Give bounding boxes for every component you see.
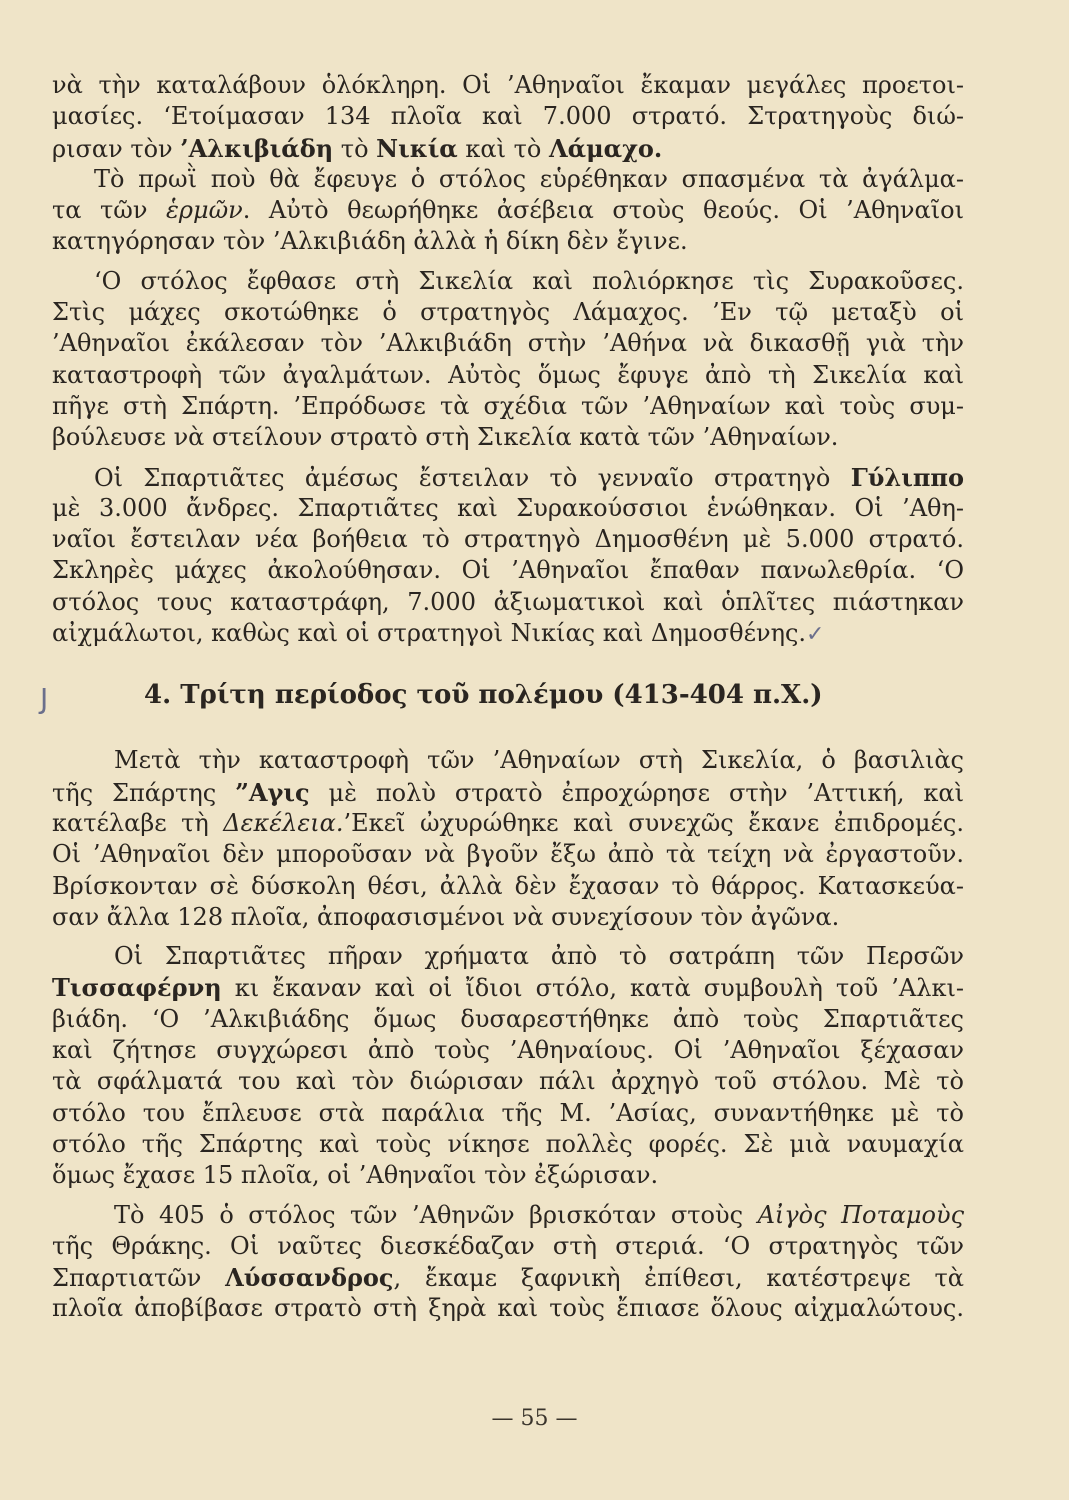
text-line: τῆς Σπάρτης ”Αγις μὲ πολὺ στρατὸ ἐπροχώρησε στὴν ’Αττική, καὶ: [52, 777, 965, 807]
text-line: πλοῖα ἀποβίβασε στρατὸ στὴ ξηρὰ καὶ τοὺς ἔπιασε ὅλους αἰχμαλώτους.: [52, 1294, 964, 1323]
place-decelea: Δεκέλεια.: [223, 808, 344, 837]
text-line: κατηγόρησαν τὸν ’Αλκιβιάδη ἀλλὰ ἡ δίκη δὲν ἔγινε.: [52, 227, 688, 256]
text-line: τὰ σφάλματά του καὶ τὸν διώρισαν πάλι ἀρχηγὸ τοῦ στόλου. Μὲ τὸ: [52, 1067, 964, 1096]
paragraph: [52, 941, 964, 1191]
text-line: καὶ ζήτησε συγχώρεσι ἀπὸ τοὺς ’Αθηναίους. Οἱ ’Αθηναῖοι ξέχασαν: [52, 1036, 964, 1065]
text-line: ‘Ο στόλος ἔφθασε στὴ Σικελία καὶ πολιόρκησε τὶς Συρακοῦσες.: [94, 266, 964, 295]
paragraph: [52, 745, 964, 933]
text-line: Τισσαφέρνη κι ἔκαναν καὶ οἱ ἴδιοι στόλο, κατὰ συμβουλὴ τοῦ ’Αλκι-: [52, 973, 964, 1003]
term-hermes: ἑρμῶν: [166, 196, 243, 225]
name-nicias: Νικία: [376, 133, 458, 163]
text-line: ναῖοι ἔστειλαν νέα βοήθεια τὸ στρατηγὸ Δημοσθένη μὲ 5.000 στρατό.: [52, 525, 964, 554]
paragraph: [52, 266, 964, 454]
name-tissaphernes: Τισσαφέρνη: [52, 973, 222, 1003]
page-body: [40, 70, 965, 1325]
section-heading: [40, 675, 964, 716]
text-line: Σπαρτιατῶν Λύσσανδρος, ἔκαμε ξαφνικὴ ἐπίθεσι, κατέστρεψε τὰ: [52, 1263, 964, 1293]
paragraph: [52, 1200, 964, 1325]
text-line: πῆγε στὴ Σπάρτη. ’Επρόδωσε τὰ σχέδια τῶν ’Αθηναίων καὶ τοὺς συμ-: [52, 391, 964, 420]
text-line: Τὸ 405 ὁ στόλος τῶν ’Αθηνῶν βρισκόταν στοὺς Αἰγὸς Ποταμοὺς: [114, 1200, 965, 1229]
text-line: ρισαν τὸν ’Αλκιβιάδη τὸ Νικία καὶ τὸ Λάμαχο.: [52, 133, 663, 163]
paragraph: [52, 70, 964, 164]
pencil-mark-icon: J: [40, 682, 49, 716]
text-line: βιάδη. ‘Ο ’Αλκιβιάδης ὅμως δυσαρεστήθηκε ἀπὸ τοὺς Σπαρτιᾶτες: [52, 1004, 964, 1033]
text-line: αἰχμάλωτοι, καθὼς καὶ οἱ στρατηγοὶ Νικίας καὶ Δημοσθένης.✓: [52, 619, 825, 648]
text-line: Βρίσκονταν σὲ δύσκολη θέσι, ἀλλὰ δὲν ἔχασαν τὸ θάρρος. Κατασκεύα-: [52, 871, 964, 900]
text-line: μασίες. ‘Ετοίμασαν 134 πλοῖα καὶ 7.000 στρατό. Στρατηγοὺς διώ-: [52, 102, 964, 131]
text-line: νὰ τὴν καταλάβουν ὁλόκληρη. Οἱ ’Αθηναῖοι ἔκαμαν μεγάλες προετοι-: [52, 71, 964, 99]
text-line: στόλος τους καταστράφη, 7.000 ἀξιωματικοὶ καὶ ὁπλῖτες πιάστηκαν: [52, 587, 964, 616]
text-line: Οἱ Σπαρτιᾶτες πῆραν χρήματα ἀπὸ τὸ σατράπη τῶν Περσῶν: [114, 942, 964, 971]
text-line: βούλευσε νὰ στείλουν στρατὸ στὴ Σικελία κατὰ τῶν ’Αθηναίων.: [52, 423, 839, 452]
name-alcibiades: ’Αλκιβιάδη: [180, 133, 334, 163]
paragraph: [52, 164, 964, 258]
text-line: στόλο του ἔπλευσε στὰ παράλια τῆς Μ. ’Ασίας, συναντήθηκε μὲ τὸ: [52, 1098, 964, 1127]
text-line: Στὶς μάχες σκοτώθηκε ὁ στρατηγὸς Λάμαχος. ’Εν τῷ μεταξὺ οἱ: [52, 298, 964, 327]
text-line: Μετὰ τὴν καταστροφὴ τῶν ’Αθηναίων στὴ Σικελία, ὁ βασιλιὰς: [114, 746, 964, 775]
text-line: Τὸ πρωῒ ποὺ θὰ ἔφευγε ὁ στόλος εὑρέθηκαν σπασμένα τὰ ἀγάλμα-: [94, 164, 964, 193]
checkmark-icon: ✓: [806, 622, 825, 648]
text-line: Οἱ ’Αθηναῖοι δὲν μποροῦσαν νὰ βγοῦν ἔξω ἀπὸ τὰ τείχη νὰ ἐργαστοῦν.: [52, 840, 964, 869]
text-line: σαν ἄλλα 128 πλοῖα, ἀποφασισμένοι νὰ συνεχίσουν τὸν ἀγῶνα.: [52, 902, 840, 931]
paragraph: [52, 462, 964, 650]
text-line: μὲ 3.000 ἄνδρες. Σπαρτιᾶτες καὶ Συρακούσσιοι ἑνώθηκαν. Οἱ ’Αθη-: [52, 493, 964, 522]
page-number: — 55 —: [491, 1406, 578, 1431]
text-line: καταστροφὴ τῶν ἀγαλμάτων. Αὐτὸς ὅμως ἔφυγε ἀπὸ τὴ Σικελία καὶ: [52, 360, 964, 389]
text-line: τα τῶν ἑρμῶν. Αὐτὸ θεωρήθηκε ἀσέβεια στοὺς θεούς. Οἱ ’Αθηναῖοι: [52, 196, 964, 225]
name-agis: ”Αγις: [235, 777, 310, 807]
section-heading-text: 4. Τρίτη περίοδος τοῦ πολέμου (413-404 π.Χ.): [144, 680, 823, 711]
name-lysander: Λύσσανδρος: [225, 1263, 394, 1293]
text-line: ’Αθηναῖοι ἐκάλεσαν τὸν ’Αλκιβιάδη στὴν ’Αθήνα νὰ δικασθῇ γιὰ τὴν: [52, 329, 964, 358]
text-line: κατέλαβε τὴ Δεκέλεια.’Εκεῖ ὠχυρώθηκε καὶ συνεχῶς ἔκανε ἐπιδρομές.: [52, 808, 965, 837]
text-line: Σκληρὲς μάχες ἀκολούθησαν. Οἱ ’Αθηναῖοι ἔπαθαν πανωλεθρία. ‘Ο: [52, 556, 964, 585]
text-line: Οἱ Σπαρτιᾶτες ἀμέσως ἔστειλαν τὸ γενναῖο στρατηγὸ Γύλιππο: [94, 462, 964, 492]
name-lamachus: Λάμαχο.: [549, 133, 663, 163]
text-line: στόλο τῆς Σπάρτης καὶ τοὺς νίκησε πολλὲς φορές. Σὲ μιὰ ναυμαχία: [52, 1129, 964, 1158]
text-line: ὅμως ἔχασε 15 πλοῖα, οἱ ’Αθηναῖοι τὸν ἐξώρισαν.: [52, 1161, 659, 1190]
text-line: τῆς Θράκης. Οἱ ναῦτες διεσκέδαζαν στὴ στεριά. ‘Ο στρατηγὸς τῶν: [52, 1231, 964, 1260]
name-gylippus: Γύλιππο: [850, 462, 964, 492]
place-aegospotami: Αἰγὸς Ποταμοὺς: [757, 1200, 965, 1229]
